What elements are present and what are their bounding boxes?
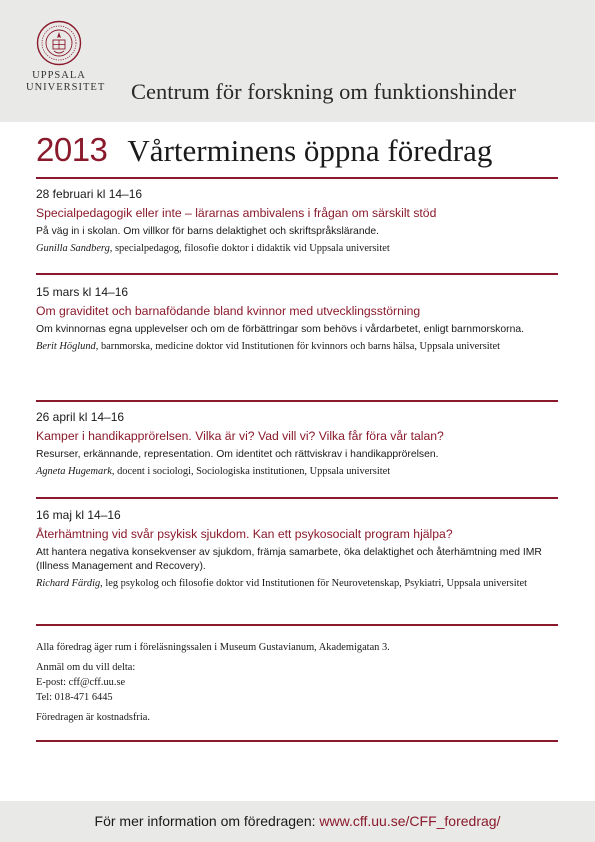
page-title	[36, 131, 492, 169]
university-seal-icon	[36, 20, 82, 66]
title-year: 2013	[36, 131, 108, 168]
divider	[36, 273, 558, 275]
event-item	[36, 508, 558, 591]
event-speaker	[36, 577, 558, 591]
university-logo	[26, 20, 106, 94]
speaker-info: , barnmorska, medicine doktor vid Institutionen för kvinnors och barns hälsa, Uppsala universitet	[95, 341, 501, 352]
event-description: Om kvinnornas egna upplevelser och om de förbättringar som behövs i vårdarbetet, enligt barnmorskorna.	[36, 324, 525, 335]
event-speaker	[36, 340, 558, 354]
speaker-name: Richard Färdig	[36, 578, 101, 589]
event-date: 26 april kl 14–16	[36, 410, 125, 424]
divider	[36, 624, 558, 626]
event-date: 28 februari kl 14–16	[36, 187, 143, 201]
practical-info	[36, 640, 558, 725]
footer-url-link[interactable]: www.cff.uu.se/CFF_foredrag/	[319, 813, 501, 829]
logo-text-uppsala: UPPSALA	[32, 70, 86, 81]
event-speaker	[36, 465, 558, 479]
speaker-name: Berit Höglund	[36, 341, 96, 352]
speaker-info: , specialpedagog, filosofie doktor i didaktik vid Uppsala universitet	[109, 243, 390, 254]
event-date: 15 mars kl 14–16	[36, 285, 129, 299]
speaker-name: Agneta Hugemark	[36, 466, 112, 477]
divider	[36, 177, 558, 179]
location-text: Alla föredrag äger rum i föreläsningssalen i Museum Gustavianum, Akademigatan 3.	[36, 642, 390, 653]
event-item	[36, 285, 558, 354]
speaker-info: , leg psykolog och filosofie doktor vid Institutionen för Neurovetenskap, Psykiatri, Uppsala universitet	[100, 578, 527, 589]
event-title: Om graviditet och barnafödande bland kvinnor med utvecklingsstörning	[36, 304, 421, 318]
event-title: Återhämtning vid svår psykisk sjukdom. Kan ett psykosocialt program hjälpa?	[36, 527, 453, 541]
event-item	[36, 187, 558, 256]
title-text: Vårterminens öppna föredrag	[127, 133, 493, 168]
event-title: Kamper i handikapprörelsen. Vilka är vi? Vad vill vi? Vilka får föra vår talan?	[36, 429, 444, 443]
event-title: Specialpedagogik eller inte – lärarnas ambivalens i frågan om särskilt stöd	[36, 206, 437, 220]
email-text[interactable]: E-post: cff@cff.uu.se	[36, 677, 126, 688]
event-description: Att hantera negativa konsekvenser av sjukdom, främja samarbete, öka delaktighet och återhämtning med IMR (Illness Management and Recovery).	[36, 547, 542, 572]
divider	[36, 497, 558, 499]
logo-text-universitet: UNIVERSITET	[26, 82, 106, 93]
registration-text: Anmäl om du vill delta:	[36, 662, 136, 673]
event-date: 16 maj kl 14–16	[36, 508, 121, 522]
free-admission-text: Föredragen är kostnadsfria.	[36, 712, 150, 723]
speaker-name: Gunilla Sandberg	[36, 243, 110, 254]
footer-text: För mer information om föredragen:	[94, 813, 320, 829]
speaker-info: , docent i sociologi, Sociologiska institutionen, Uppsala universitet	[111, 466, 391, 477]
event-description: På väg in i skolan. Om villkor för barns delaktighet och skriftspråkslärande.	[36, 226, 380, 237]
center-name: Centrum för forskning om funktionshinder	[131, 79, 516, 104]
divider	[36, 400, 558, 402]
header-band	[0, 0, 595, 122]
footer-band	[0, 801, 595, 842]
event-speaker	[36, 242, 558, 256]
divider	[36, 740, 558, 742]
event-item	[36, 410, 558, 479]
phone-text: Tel: 018-471 6445	[36, 692, 113, 703]
event-description: Resurser, erkännande, representation. Om identitet och rättviskrav i handikapprörelsen.	[36, 449, 439, 460]
